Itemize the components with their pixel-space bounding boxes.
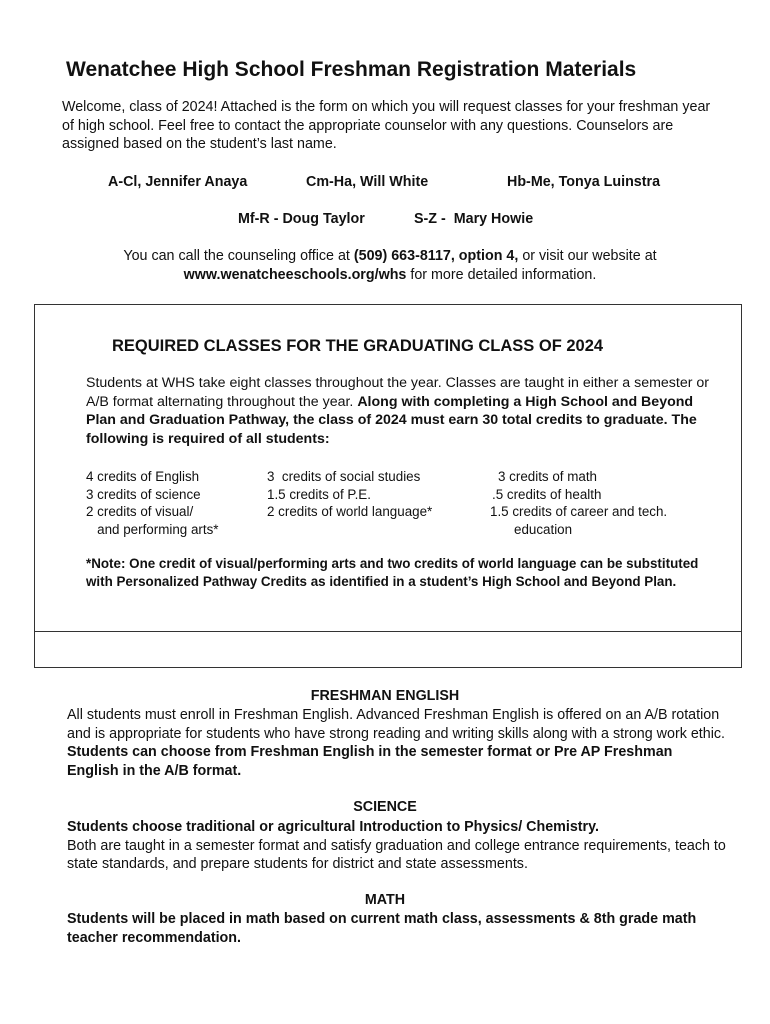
- credit-visual-arts-cont: and performing arts*: [86, 522, 219, 538]
- requirements-intro-emphasis: Along with completing a High School and Beyond Plan and Graduation Pathway, the class of 2024 must earn 30 total credits to graduate. The following is required of all students:: [86, 393, 697, 447]
- requirements-intro: [86, 374, 716, 448]
- contact-prefix: You can call the counseling office at: [123, 248, 354, 264]
- counselor-anaya: A-Cl, Jennifer Anaya: [108, 174, 248, 190]
- counselor-taylor: Mf-R - Doug Taylor: [238, 211, 365, 227]
- credit-science: 3 credits of science: [86, 486, 201, 502]
- math-heading: MATH: [364, 892, 406, 908]
- credits-column-2: [267, 468, 432, 521]
- website-link[interactable]: www.wenatcheeschools.org/whs: [183, 266, 407, 283]
- credit-career-tech-cont: education: [514, 522, 573, 538]
- counselor-white: Cm-Ha, Will White: [306, 174, 429, 190]
- counseling-phone: (509) 663-8117, option 4,: [353, 248, 519, 264]
- contact-paragraph: [62, 247, 718, 284]
- page-title: Wenatchee High School Freshman Registration Materials: [66, 58, 637, 81]
- welcome-paragraph: Welcome, class of 2024! Attached is the form on which you will request classes for your freshman year of high school. Feel free to contact the appropriate counselor with any questions. Counselors are assigned based on the student’s last name.: [62, 99, 711, 152]
- counselor-howie: S-Z - Mary Howie: [414, 211, 534, 227]
- credit-english: 4 credits of English: [86, 469, 200, 484]
- science-paragraph: [67, 818, 727, 874]
- science-text: Both are taught in a semester format and satisfy graduation and college entrance requirements, teach to state standards, and prepare students for district and state assessments.: [67, 837, 726, 873]
- credit-health: .5 credits of health: [492, 486, 602, 502]
- credit-career-tech: 1.5 credits of career and tech.: [490, 504, 668, 520]
- credits-column-3: [490, 468, 667, 539]
- requirements-box-footer: [34, 631, 742, 668]
- credit-pe: 1.5 credits of P.E.: [267, 486, 371, 502]
- english-emphasis: Students can choose from Freshman English in the semester format or Pre AP Freshman English in the A/B format.: [67, 744, 673, 779]
- english-heading: FRESHMAN ENGLISH: [310, 688, 460, 704]
- science-emphasis: Students choose traditional or agricultural Introduction to Physics/ Chemistry.: [67, 819, 599, 835]
- contact-suffix: for more detailed information.: [406, 266, 597, 283]
- english-paragraph: [67, 706, 727, 780]
- science-heading: SCIENCE: [353, 799, 417, 815]
- credits-note: *Note: One credit of visual/performing arts and two credits of world language can be substituted with Personalized Pathway Credits as identified in a student’s High School and Beyond Plan.: [86, 556, 699, 589]
- credit-visual-arts: 2 credits of visual/: [86, 504, 194, 520]
- math-emphasis: Students will be placed in math based on current math class, assessments & 8th grade math teacher recommendation.: [67, 911, 697, 946]
- credit-social-studies: 3 credits of social studies: [267, 469, 421, 484]
- math-paragraph: [67, 910, 727, 947]
- contact-middle: or visit our website at: [518, 248, 657, 264]
- counselor-luinstra: Hb-Me, Tonya Luinstra: [507, 174, 661, 190]
- credit-world-language: 2 credits of world language*: [267, 504, 433, 520]
- english-text: All students must enroll in Freshman English. Advanced Freshman English is offered on an A/B rotation and is appropriate for students who have strong reading and writing skills along with a strong work ethic.: [67, 707, 726, 742]
- requirements-box: [34, 304, 742, 632]
- requirements-intro-text: Students at WHS take eight classes throughout the year. Classes are taught in either a semester or A/B format alternating throughout the year.: [86, 375, 710, 410]
- credits-column-1: [86, 468, 218, 539]
- credit-math: 3 credits of math: [498, 469, 597, 484]
- requirements-heading: REQUIRED CLASSES FOR THE GRADUATING CLASS OF 2024: [112, 337, 604, 355]
